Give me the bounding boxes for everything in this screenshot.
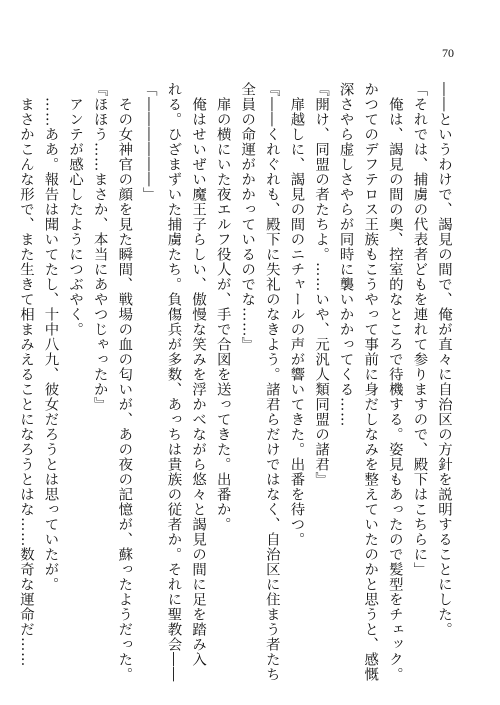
text-line: アンテが感心したようにつぶやく。 [67, 82, 84, 337]
text-line: 『開け、同盟の者たちよ。……いや、元汎人類同盟の諸君』 [313, 82, 330, 487]
text-line: 『――くれぐれも、殿下に失礼のなきよう。諸君らだけではなく、自治区に住まう者たち [263, 82, 280, 682]
text-line: 全員の命運がかかっているのでな……』 [239, 82, 256, 352]
vertical-text-body [17, 82, 456, 682]
text-line: 深さやら虚しさやらが同時に襲いかかってくる…… [337, 82, 354, 427]
text-line: まさかこんな形で、また生きて相まみえることになろうとはな……数奇な運命だ…… [17, 82, 34, 667]
text-line: 「――――――」 [140, 82, 157, 202]
text-line: ――というわけで、謁見の間で、俺が直々に自治区の方針を説明することにした。 [436, 82, 452, 637]
text-line: 扉越しに、謁見の間のニチャールの声が響いてきた。出番を待つ。 [288, 82, 305, 547]
text-line: ……ああ。報告は聞いてたし、十中八九、彼女だろうとは思っていたが。 [42, 82, 59, 592]
text-line: 『ほほう……まさか、本当にあやつじゃったか』 [91, 82, 108, 412]
text-line: かつてのデフテロス王族もこうやって事前に身だしなみを整えていたのかと思うと、感慨 [362, 82, 379, 682]
text-line: 俺は、謁見の間の奥、控室的なところで待機する。姿見もあったので髪型をチェック。 [386, 82, 403, 682]
text-line: 扉の横にいた夜エルフ役人が、手で合図を送ってきた。出番か。 [214, 82, 231, 532]
text-line: れる。ひざまずいた捕虜たち。負傷兵が多数、あっちは貴族の従者か。それに聖教会―― [165, 82, 182, 682]
text-line: 俺はせいぜい魔王子らしい、傲慢な笑みを浮かべながら悠々と謁見の間に足を踏み入 [190, 82, 207, 667]
text-line: その女神官の顔を見た瞬間、戦場の血の匂いが、あの夜の記憶が、蘇ったようだった。 [116, 82, 133, 682]
page-number: 70 [442, 46, 454, 60]
text-line: 「それでは、捕虜の代表者どもを連れて参りますので、殿下はこちらに」 [411, 82, 428, 577]
